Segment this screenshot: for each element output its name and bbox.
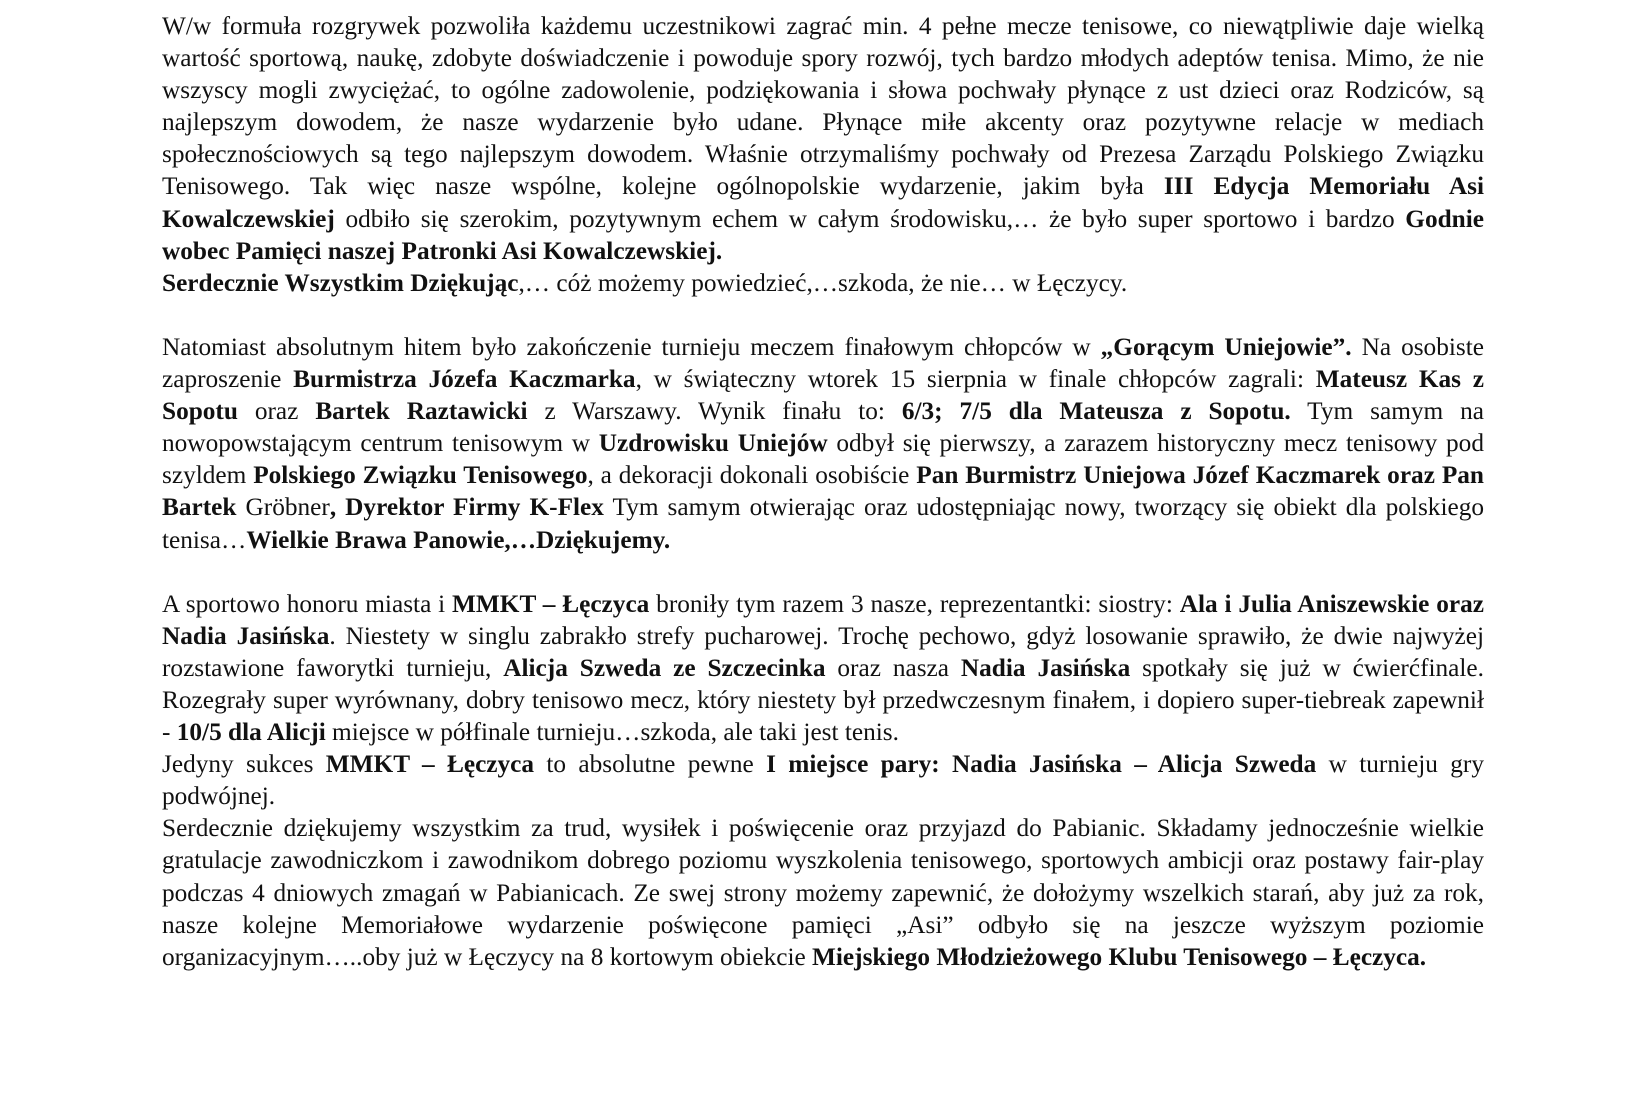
body-text: to absolutne pewne [534, 750, 767, 779]
body-text: Na osobiste zaproszenie [162, 332, 1484, 394]
body-text: Natomiast absolutnym hitem było zakończenie turnieju meczem finałowym chłopców w [162, 332, 1101, 361]
bold-text: Bartek Raztawicki [315, 397, 528, 426]
bold-text: Serdecznie Wszystkim Dziękując [162, 268, 519, 297]
bold-text: 10/5 dla Alicji [176, 718, 326, 747]
paragraph-p6 [162, 812, 1484, 972]
bold-text: Nadia Jasińska [960, 653, 1131, 682]
body-text: , w świąteczny wtorek 15 sierpnia w finale chłopców zagrali: [635, 365, 1316, 394]
bold-text: Mateusz Kas z Sopotu [162, 365, 1484, 426]
paragraph-p3 [162, 331, 1484, 556]
paragraph-p2 [162, 267, 1484, 299]
article-body [162, 10, 1484, 973]
bold-text: Ala i Julia Aniszewskie oraz Nadia Jasińska [162, 589, 1484, 650]
body-text: Tym samym otwierając oraz udostępniając nowy, tworzący się obiekt dla polskiego tenisa… [162, 493, 1484, 554]
paragraph-p5 [162, 748, 1484, 812]
bold-text: Uzdrowisku Uniejów [598, 429, 828, 458]
body-text: spotkały się już w ćwierćfinale. Rozegrały super wyrównany, dobry tenisowo mecz, który niestety był przedwczesnym finałem, i dopiero super-tiebreak zapewnił - [162, 653, 1484, 747]
body-text: Serdecznie dziękujemy wszystkim za trud, wysiłek i poświęcenie oraz przyjazd do Pabianic. Składamy jednocześnie wielkie gratulacje zawodniczkom i zawodnikom dobrego poziomu wyszkolenia tenisowego, sportowych ambicji oraz postawy fair-play podczas 4 dniowych zmagań w Pabianicach. Ze swej strony możemy zapewnić, że dołożymy wszelkich starań, aby już za rok, nasze kolejne Memoriałowe wydarzenie poświęcone pamięci „Asi” odbyło się na jeszcze wyższym poziomie organizacyjnym…..oby już w Łęczycy na 8 kortowym obiekcie [162, 814, 1484, 971]
body-text: Gröbner [236, 493, 330, 522]
body-text: oraz [237, 397, 316, 426]
body-text: z Warszawy. Wynik finału to: [527, 397, 902, 426]
body-text: w turnieju gry podwójnej. [162, 750, 1484, 811]
body-text: miejsce w półfinale turnieju…szkoda, ale taki jest tenis. [325, 718, 899, 747]
bold-text: Pan Burmistrz Uniejowa Józef Kaczmarek oraz Pan Bartek [162, 461, 1484, 522]
paragraph-p1 [162, 10, 1484, 267]
bold-text: I miejsce pary: Nadia Jasińska – Alicja Szweda [766, 750, 1317, 779]
bold-text: Polskiego Związku Tenisowego [253, 461, 588, 490]
paragraph-gap [162, 299, 1484, 331]
bold-text: Wielkie Brawa Panowie,…Dziękujemy. [246, 525, 671, 554]
bold-text: Alicja Szweda ze Szczecinka [503, 653, 826, 682]
bold-text: Godnie wobec Pamięci naszej Patronki Asi Kowalczewskiej. [162, 204, 1484, 265]
body-text: W/w formuła rozgrywek pozwoliła każdemu uczestnikowi zagrać min. 4 pełne mecze tenisowe, co niewątpliwie daje wielką wartość sportową, naukę, zdobyte doświadczenie i powoduje spory rozwój, tych bardzo młodych adeptów tenisa. Mimo, że nie wszyscy mogli zwyciężać, to ogólne zadowolenie, podziękowania i słowa pochwały płynące z ust dzieci oraz Rodziców, są najlepszym dowodem, że nasze wydarzenie było udane. Płynące miłe akcenty oraz pozytywne relacje w mediach społecznościowych są tego najlepszym dowodem. Właśnie otrzymaliśmy pochwały od Prezesa Zarządu Polskiego Związku Tenisowego. Tak więc nasze wspólne, kolejne ogólnopolskie wydarzenie, jakim była [162, 12, 1484, 201]
body-text: broniły tym razem 3 nasze, reprezentantki: siostry: [649, 589, 1180, 618]
body-text: , a dekoracji dokonali osobiście [587, 461, 917, 490]
paragraph-gap [162, 556, 1484, 588]
bold-text: Burmistrza Józefa Kaczmarka [293, 365, 636, 394]
paragraph-p4 [162, 588, 1484, 748]
bold-text: MMKT – Łęczyca [452, 589, 650, 618]
body-text: . Niestety w singlu zabrakło strefy pucharowej. Trochę pechowo, gdyż losowanie sprawiło, że dwie najwyżej rozstawione faworytki turnieju, [162, 621, 1484, 682]
body-text: ,… cóż możemy powiedzieć,…szkoda, że nie… w Łęczycy. [518, 268, 1128, 297]
body-text: Tym samym na nowopowstającym centrum tenisowym w [162, 397, 1484, 458]
bold-text: MMKT – Łęczyca [325, 750, 535, 779]
bold-text: Miejskiego Młodzieżowego Klubu Tenisowego – Łęczyca. [812, 942, 1427, 971]
bold-text: „Gorącym Uniejowie”. [1100, 332, 1352, 361]
body-text: Jedyny sukces [162, 750, 326, 779]
bold-text: , Dyrektor Firmy K-Flex [329, 493, 604, 522]
body-text: A sportowo honoru miasta i [162, 589, 453, 618]
bold-text: 6/3; 7/5 dla Mateusza z Sopotu. [901, 397, 1291, 426]
body-text: odbiło się szerokim, pozytywnym echem w całym środowisku,… że było super sportowo i bardzo [334, 204, 1406, 233]
body-text: oraz nasza [825, 653, 961, 682]
body-text: odbył się pierwszy, a zarazem historyczny mecz tenisowy pod szyldem [162, 429, 1484, 490]
bold-text: III Edycja Memoriału Asi Kowalczewskiej [162, 172, 1484, 233]
